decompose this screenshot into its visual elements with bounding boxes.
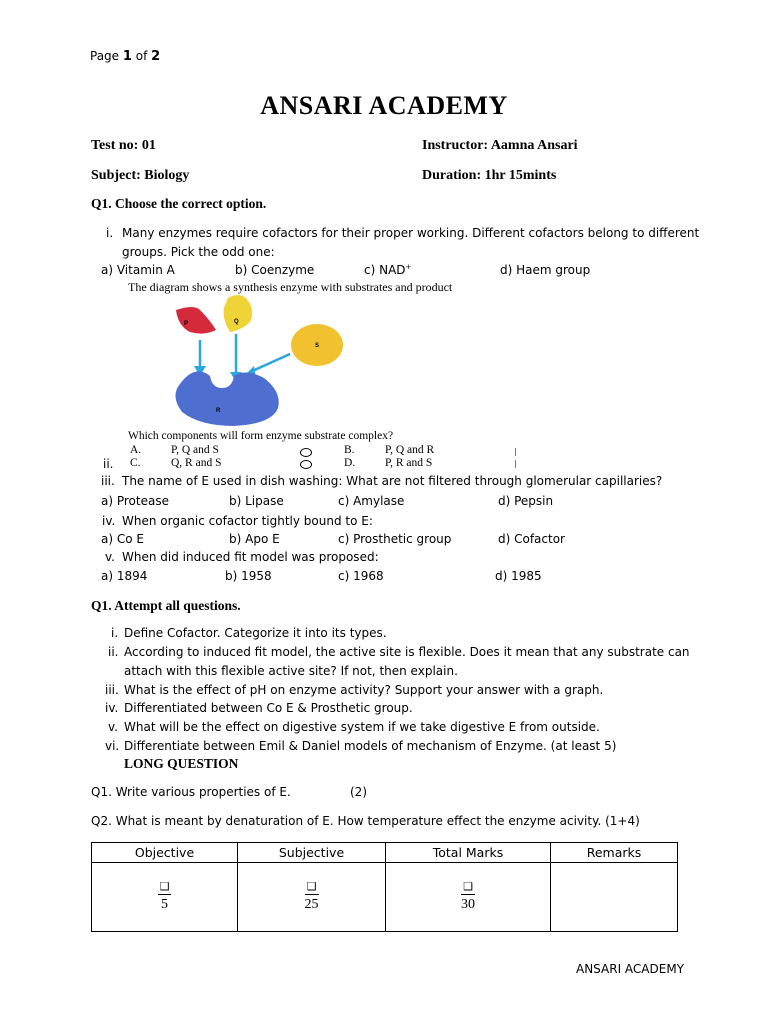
question-text: The name of E used in dish washing: What are not filtered through glomerular capillaries? (122, 474, 663, 488)
enzyme-r-shape (175, 371, 278, 426)
label-s: S (315, 343, 320, 349)
question-text: Define Cofactor. Categorize it into its types. (124, 626, 387, 640)
label-r: R (216, 408, 221, 414)
q-number: iv. (102, 514, 116, 528)
enzyme-diagram (160, 292, 360, 432)
objective-marks: 5 (161, 897, 168, 912)
option-b: b) Coenzyme (235, 263, 315, 277)
option-d: d) Cofactor (498, 532, 565, 546)
total-marks: 30 (461, 897, 475, 912)
question-text: What is the effect of pH on enzyme activity? Support your answer with a graph. (124, 683, 604, 697)
subject: Subject: Biology (91, 168, 190, 183)
cell-remarks[interactable] (551, 863, 678, 932)
duration: Duration: 1hr 15mints (422, 168, 557, 183)
option-d: d) Haem group (500, 263, 591, 277)
q-number: v. (108, 720, 118, 734)
option-b: b) 1958 (225, 569, 272, 583)
diagram-option-d-text: P, R and S (385, 457, 433, 469)
header-objective: Objective (92, 843, 238, 863)
substrate-q-shape (224, 295, 253, 332)
option-b: b) Apo E (229, 532, 280, 546)
page-title: ANSARI ACADEMY (260, 91, 508, 120)
option-d: d) Pepsin (498, 494, 554, 508)
question-text: Differentiated between Co E & Prosthetic group. (124, 701, 413, 715)
header-subjective: Subjective (238, 843, 386, 863)
instructor: Instructor: Aamna Ansari (422, 138, 578, 153)
diagram-option-d-letter: D. (344, 457, 356, 469)
table-row (92, 863, 678, 932)
option-c: c) Amylase (338, 494, 405, 508)
table-header-row (92, 843, 678, 863)
long-question-2: Q2. What is meant by denaturation of E. How temperature effect the enzyme acivity. (1+4) (91, 814, 640, 828)
option-c: c) Prosthetic group (338, 532, 452, 546)
header-total-marks: Total Marks (386, 843, 551, 863)
q-number: i. (106, 226, 114, 240)
diagram-option-b-letter: B. (344, 444, 355, 456)
q-number: iii. (105, 683, 119, 697)
option-a: a) 1894 (101, 569, 148, 583)
q-number: i. (111, 626, 119, 640)
diagram-option-c-letter: C. (130, 457, 141, 469)
long-question-heading: LONG QUESTION (124, 756, 239, 771)
section1-heading: Q1. Choose the correct option. (91, 196, 267, 211)
checkbox-icon[interactable]: ❑ (305, 881, 319, 895)
diagram-option-b-text: P, Q and R (385, 444, 435, 456)
diagram-option-a-letter: A. (130, 444, 142, 456)
radio-b[interactable] (515, 448, 516, 456)
option-b: b) Lipase (229, 494, 284, 508)
cell-objective (92, 863, 238, 932)
substrate-p-shape (176, 307, 216, 334)
question-text: According to induced fit model, the active site is flexible. Does it mean that any substrate can (124, 645, 690, 659)
label-p: P (184, 321, 189, 327)
q-number: iv. (105, 701, 119, 715)
label-q: Q (234, 319, 239, 325)
option-a: a) Protease (101, 494, 169, 508)
checkbox-icon[interactable]: ❑ (461, 881, 475, 895)
cell-total (386, 863, 551, 932)
page-indicator: Page 1 of 2 (90, 49, 161, 64)
long-question-1: Q1. Write various properties of E. (91, 785, 291, 799)
option-a: a) Co E (101, 532, 144, 546)
question-text: When organic cofactor tightly bound to E: (122, 514, 373, 528)
section2-heading: Q1. Attempt all questions. (91, 598, 241, 613)
question-text: groups. Pick the odd one: (122, 245, 275, 259)
question-text: When did induced fit model was proposed: (122, 550, 379, 564)
q-number: ii. (103, 457, 114, 471)
option-a: a) Vitamin A (101, 263, 175, 277)
test-number: Test no: 01 (91, 138, 156, 153)
long-question-1-marks: (2) (350, 785, 367, 799)
option-d: d) 1985 (495, 569, 542, 583)
subjective-marks: 25 (304, 897, 319, 912)
q-number: ii. (108, 645, 119, 659)
option-c: c) NAD+ (364, 263, 412, 277)
diagram-option-a-text: P, Q and S (171, 444, 219, 456)
question-text: attach with this flexible active site? If not, then explain. (124, 664, 458, 678)
q-number: v. (105, 550, 115, 564)
question-text: What will be the effect on digestive system if we take digestive E from outside. (124, 720, 600, 734)
q-number: vi. (105, 739, 120, 753)
diagram-caption: The diagram shows a synthesis enzyme with substrates and product (128, 280, 453, 294)
footer: ANSARI ACADEMY (576, 962, 685, 976)
question-text: Differentiate between Emil & Daniel models of mechanism of Enzyme. (at least 5) (124, 739, 617, 753)
radio-d[interactable] (515, 460, 516, 468)
option-c: c) 1968 (338, 569, 384, 583)
question-text: Many enzymes require cofactors for their proper working. Different cofactors belong to different (122, 226, 700, 240)
cell-subjective (238, 863, 386, 932)
checkbox-icon[interactable]: ❑ (159, 881, 170, 893)
radio-c[interactable] (300, 460, 312, 469)
radio-a[interactable] (300, 448, 312, 457)
diagram-question: Which components will form enzyme substrate complex? (128, 430, 394, 442)
header-remarks: Remarks (551, 843, 678, 863)
diagram-option-c-text: Q, R and S (171, 457, 222, 469)
marks-table (91, 842, 678, 932)
q-number: iii. (101, 474, 115, 488)
